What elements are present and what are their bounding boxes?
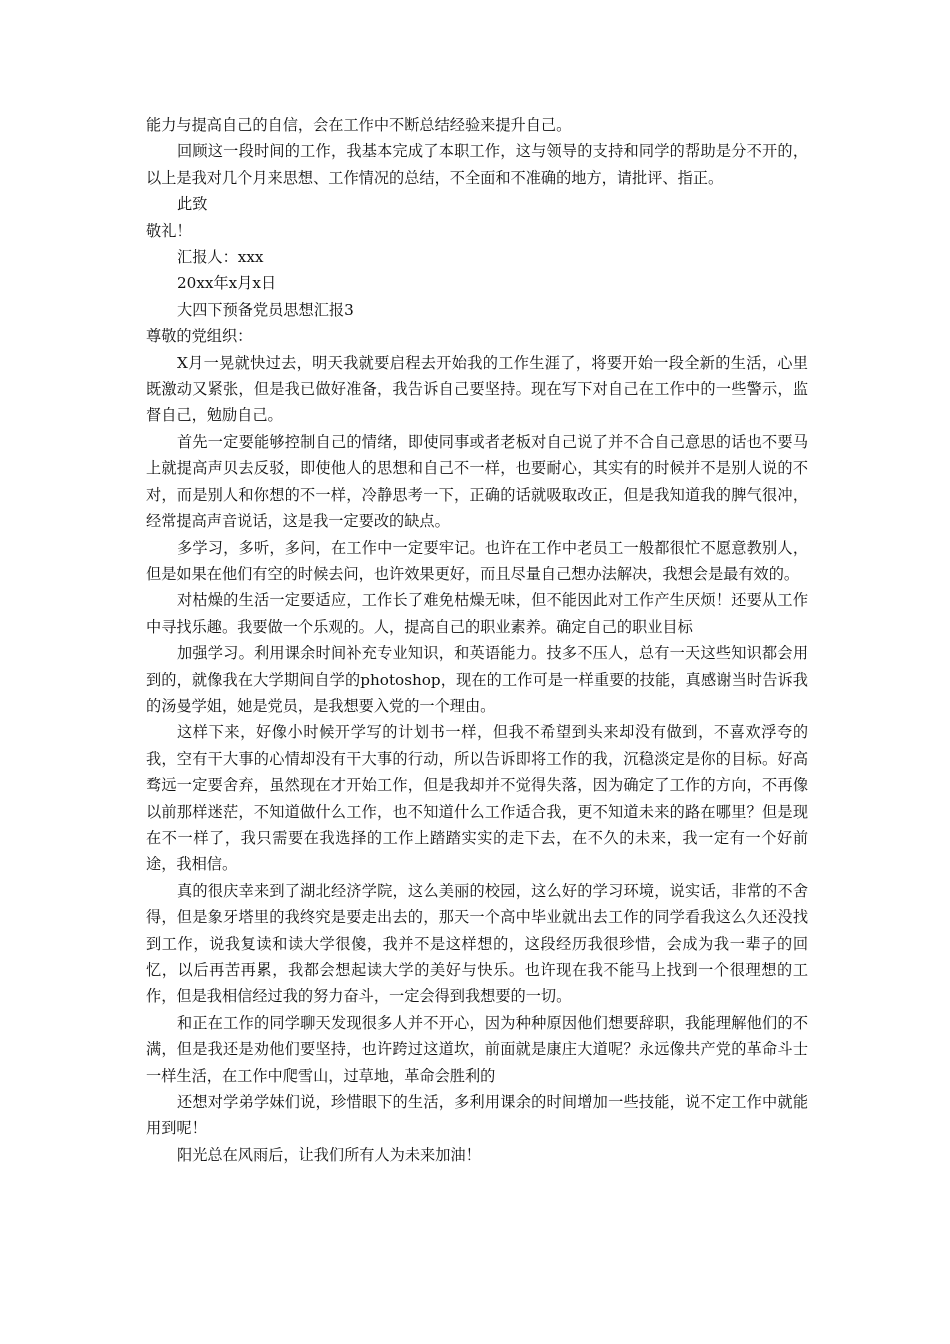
paragraph: 这样下来，好像小时候开学写的计划书一样，但我不希望到头来却没有做到，不喜欢浮夸的我，空有干大事的心情却没有干大事的行动，所以告诉即将工作的我，沉稳淡定是你的目标。好高骛远一定要舍弃，虽然现在才开始工作，但是我却并不觉得失落，因为确定了工作的方向，不再像以前那样迷茫，不知道做什么工作，也不知道什么工作适合我，更不知道未来的路在哪里？但是现在不一样了，我只需要在我选择的工作上踏踏实实的走下去，在不久的未来，我一定有一个好前途，我相信。 — [146, 723, 808, 874]
paragraph: 和正在工作的同学聊天发现很多人并不开心，因为种种原因他们想要辞职，我能理解他们的不满，但是我还是劝他们要坚持，也许跨过这道坎，前面就是康庄大道呢？永远像共产党的革命斗士一样生活，在工作中爬雪山，过草地，革命会胜利的 — [146, 1013, 808, 1085]
paragraph: 回顾这一段时间的工作，我基本完成了本职工作，这与领导的支持和同学的帮助是分不开的，以上是我对几个月来思想、工作情况的总结，不全面和不准确的地方，请批评、指正。 — [146, 142, 808, 187]
paragraph: 能力与提高自己的自信，会在工作中不断总结经验来提升自己。 — [146, 116, 572, 134]
paragraph: 尊敬的党组织： — [146, 327, 253, 346]
paragraph: 此致 — [177, 195, 208, 214]
paragraph: 阳光总在风雨后，让我们所有人为未来加油！ — [177, 1145, 481, 1164]
paragraph: 对枯燥的生活一定要适应，工作长了难免枯燥无味，但不能因此对工作产生厌烦！还要从工作中寻找乐趣。我要做一个乐观的。人，提高自己的职业素养。确定自己的职业目标 — [146, 591, 808, 636]
paragraph: 首先一定要能够控制自己的情绪，即使同事或者老板对自己说了并不合自己意思的话也不要马上就提高声贝去反驳，即使他人的思想和自己不一样，也要耐心，其实有的时候并不是别人说的不对，而是别人和你想的不一样，冷静思考一下，正确的话就吸取改正，但是我知道我的脾气很冲，经常提高声音说话，这是我一定要改的缺点。 — [146, 432, 808, 531]
paragraph: 加强学习。利用课余时间补充专业知识，和英语能力。技多不压人，总有一天这些知识都会用到的，就像我在大学期间自学的photoshop，现在的工作可是一样重要的技能，真感谢当时告诉我的汤曼学姐，她是党员，是我想要入党的一个理由。 — [146, 644, 808, 715]
document-body — [146, 112, 808, 1168]
paragraph: 汇报人：xxx — [177, 248, 264, 267]
paragraph: 大四下预备党员思想汇报3 — [177, 300, 354, 319]
paragraph: 多学习，多听，多问，在工作中一定要牢记。也许在工作中老员工一般都很忙不愿意教别人，但是如果在他们有空的时候去问，也许效果更好，而且尽量自己想办法解决，我想会是最有效的。 — [146, 538, 808, 583]
paragraph: 20xx年x月x日 — [177, 274, 277, 293]
paragraph: 敬礼！ — [146, 221, 192, 240]
paragraph: 真的很庆幸来到了湖北经济学院，这么美丽的校园，这么好的学习环境，说实话，非常的不舍得，但是象牙塔里的我终究是要走出去的，那天一个高中毕业就出去工作的同学看我这么久还没找到工作，说我复读和读大学很傻，我并不是这样想的，这段经历我很珍惜，会成为我一辈子的回忆，以后再苦再累，我都会想起读大学的美好与快乐。也许现在我不能马上找到一个很理想的工作，但是我相信经过我的努力奋斗，一定会得到我想要的一切。 — [146, 881, 808, 1006]
paragraph: X月一晃就快过去，明天我就要启程去开始我的工作生涯了，将要开始一段全新的生活，心里既激动又紧张，但是我已做好准备，我告诉自己要坚持。现在写下对自己在工作中的一些警示，监督自己，勉励自己。 — [146, 353, 808, 425]
paragraph: 还想对学弟学妹们说，珍惜眼下的生活，多利用课余的时间增加一些技能，说不定工作中就能用到呢！ — [146, 1093, 808, 1138]
